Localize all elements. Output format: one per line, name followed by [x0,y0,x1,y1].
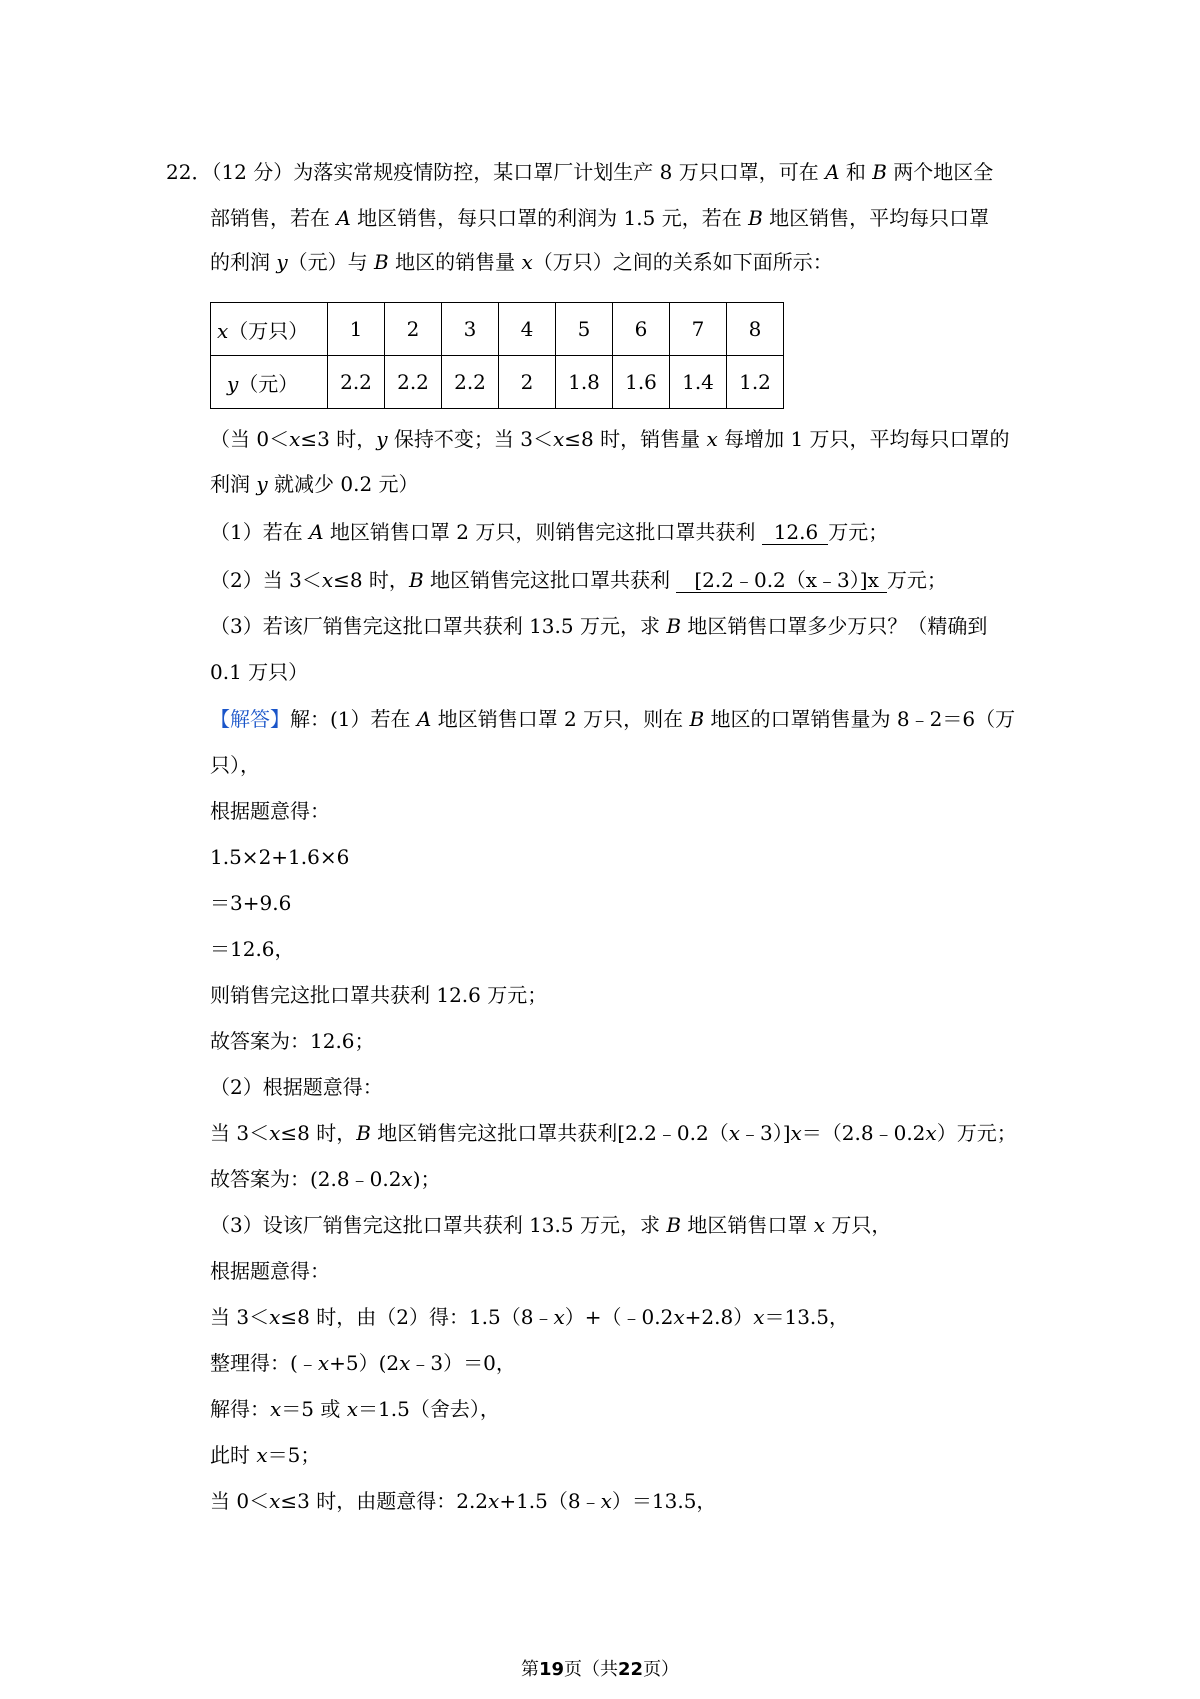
table-cell: 5 [556,303,613,356]
table-row-x [211,303,784,356]
note-line-2: 利润 y 就减少 0.2 元） [210,472,419,496]
solution-line-1: 【解答】解：(1）若在 A 地区销售口罩 2 万只，则在 B 地区的口罩销售量为 8﹣2＝6（万 [210,707,1016,731]
solution-calc-2: ＝3+9.6 [210,891,292,915]
table-cell: 2.2 [385,356,442,409]
solution-simplify: 整理得：(﹣x+5）(2x﹣3）＝0， [210,1351,516,1375]
solution-part-2: （2）根据题意得： [210,1075,383,1099]
table-cell: 2 [499,356,556,409]
question-line-2: 部销售，若在 A 地区销售，每只口罩的利润为 1.5 元，若在 B 地区销售，平均每只口罩 [210,206,990,230]
solution-answer-2: 故答案为：(2.8﹣0.2x)； [210,1167,441,1191]
solution-answer-1: 故答案为：12.6； [210,1029,375,1053]
table-header-y: y（元） [211,356,328,409]
data-table [210,302,784,409]
table-cell: 1.6 [613,356,670,409]
table-header-x: x（万只） [211,303,328,356]
solution-part-2-formula: 当 3＜x≤8 时，B 地区销售完这批口罩共获利[2.2﹣0.2（x﹣3）]x＝（2.8﹣0.2x）万元； [210,1121,1017,1145]
part-3-line-2: 0.1 万只） [210,660,309,684]
question-number: 22．（12 分） [166,160,294,184]
table-cell: 3 [442,303,499,356]
table-cell: 1.2 [727,356,784,409]
part-2-answer: [2.2﹣0.2（x﹣3）]x [676,568,887,593]
solution-line-2: 只）， [210,753,260,777]
solution-case-2: 当 0＜x≤3 时，由题意得：2.2x+1.5（8﹣x）＝13.5， [210,1489,717,1513]
solution-calc-3: ＝12.6， [210,937,295,961]
question-line-1: 22．（12 分）为落实常规疫情防控，某口罩厂计划生产 8 万只口罩，可在 A 和 B 两个地区全 [166,160,994,184]
table-cell: 6 [613,303,670,356]
solution-part-3: （3）设该厂销售完这批口罩共获利 13.5 万元，求 B 地区销售口罩 x 万只， [210,1213,892,1237]
part-3-line-1: （3）若该厂销售完这批口罩共获利 13.5 万元，求 B 地区销售口罩多少万只？（精确到 [210,614,988,638]
note-line-1: （当 0＜x≤3 时，y 保持不变；当 3＜x≤8 时，销售量 x 每增加 1 万只，平均每只口罩的 [210,427,1010,451]
solution-basis-3: 根据题意得： [210,1259,330,1283]
solution-solve: 解得：x＝5 或 x＝1.5（舍去）， [210,1397,500,1421]
table-cell: 2.2 [328,356,385,409]
solution-case-1: 当 3＜x≤8 时，由（2）得：1.5（8﹣x）+（﹣0.2x+2.8）x＝13.5， [210,1305,850,1329]
solution-calc-1: 1.5×2+1.6×6 [210,845,350,869]
question-line-3: 的利润 y（元）与 B 地区的销售量 x（万只）之间的关系如下面所示： [210,250,833,274]
table-cell: 7 [670,303,727,356]
table-cell: 1.8 [556,356,613,409]
table-cell: 4 [499,303,556,356]
solution-basis-1: 根据题意得： [210,799,330,823]
part-2: （2）当 3＜x≤8 时，B 地区销售完这批口罩共获利 [2.2﹣0.2（x﹣3）]x 万元； [210,568,947,592]
table-cell: 1.4 [670,356,727,409]
solution-profit: 则销售完这批口罩共获利 12.6 万元； [210,983,548,1007]
table-cell: 2 [385,303,442,356]
table-cell: 2.2 [442,356,499,409]
table-row-y [211,356,784,409]
part-1-answer: 12.6 [762,520,829,545]
part-1: （1）若在 A 地区销售口罩 2 万只，则销售完这批口罩共获利 12.6 万元； [210,520,889,544]
table-cell: 1 [328,303,385,356]
solution-then: 此时 x＝5； [210,1443,321,1467]
current-page-number: 19 [538,1659,564,1680]
table-cell: 8 [727,303,784,356]
total-pages-number: 22 [618,1659,644,1680]
page-footer: 第19页（共22页） [520,1659,680,1680]
solution-tag: 【解答】 [210,707,290,731]
